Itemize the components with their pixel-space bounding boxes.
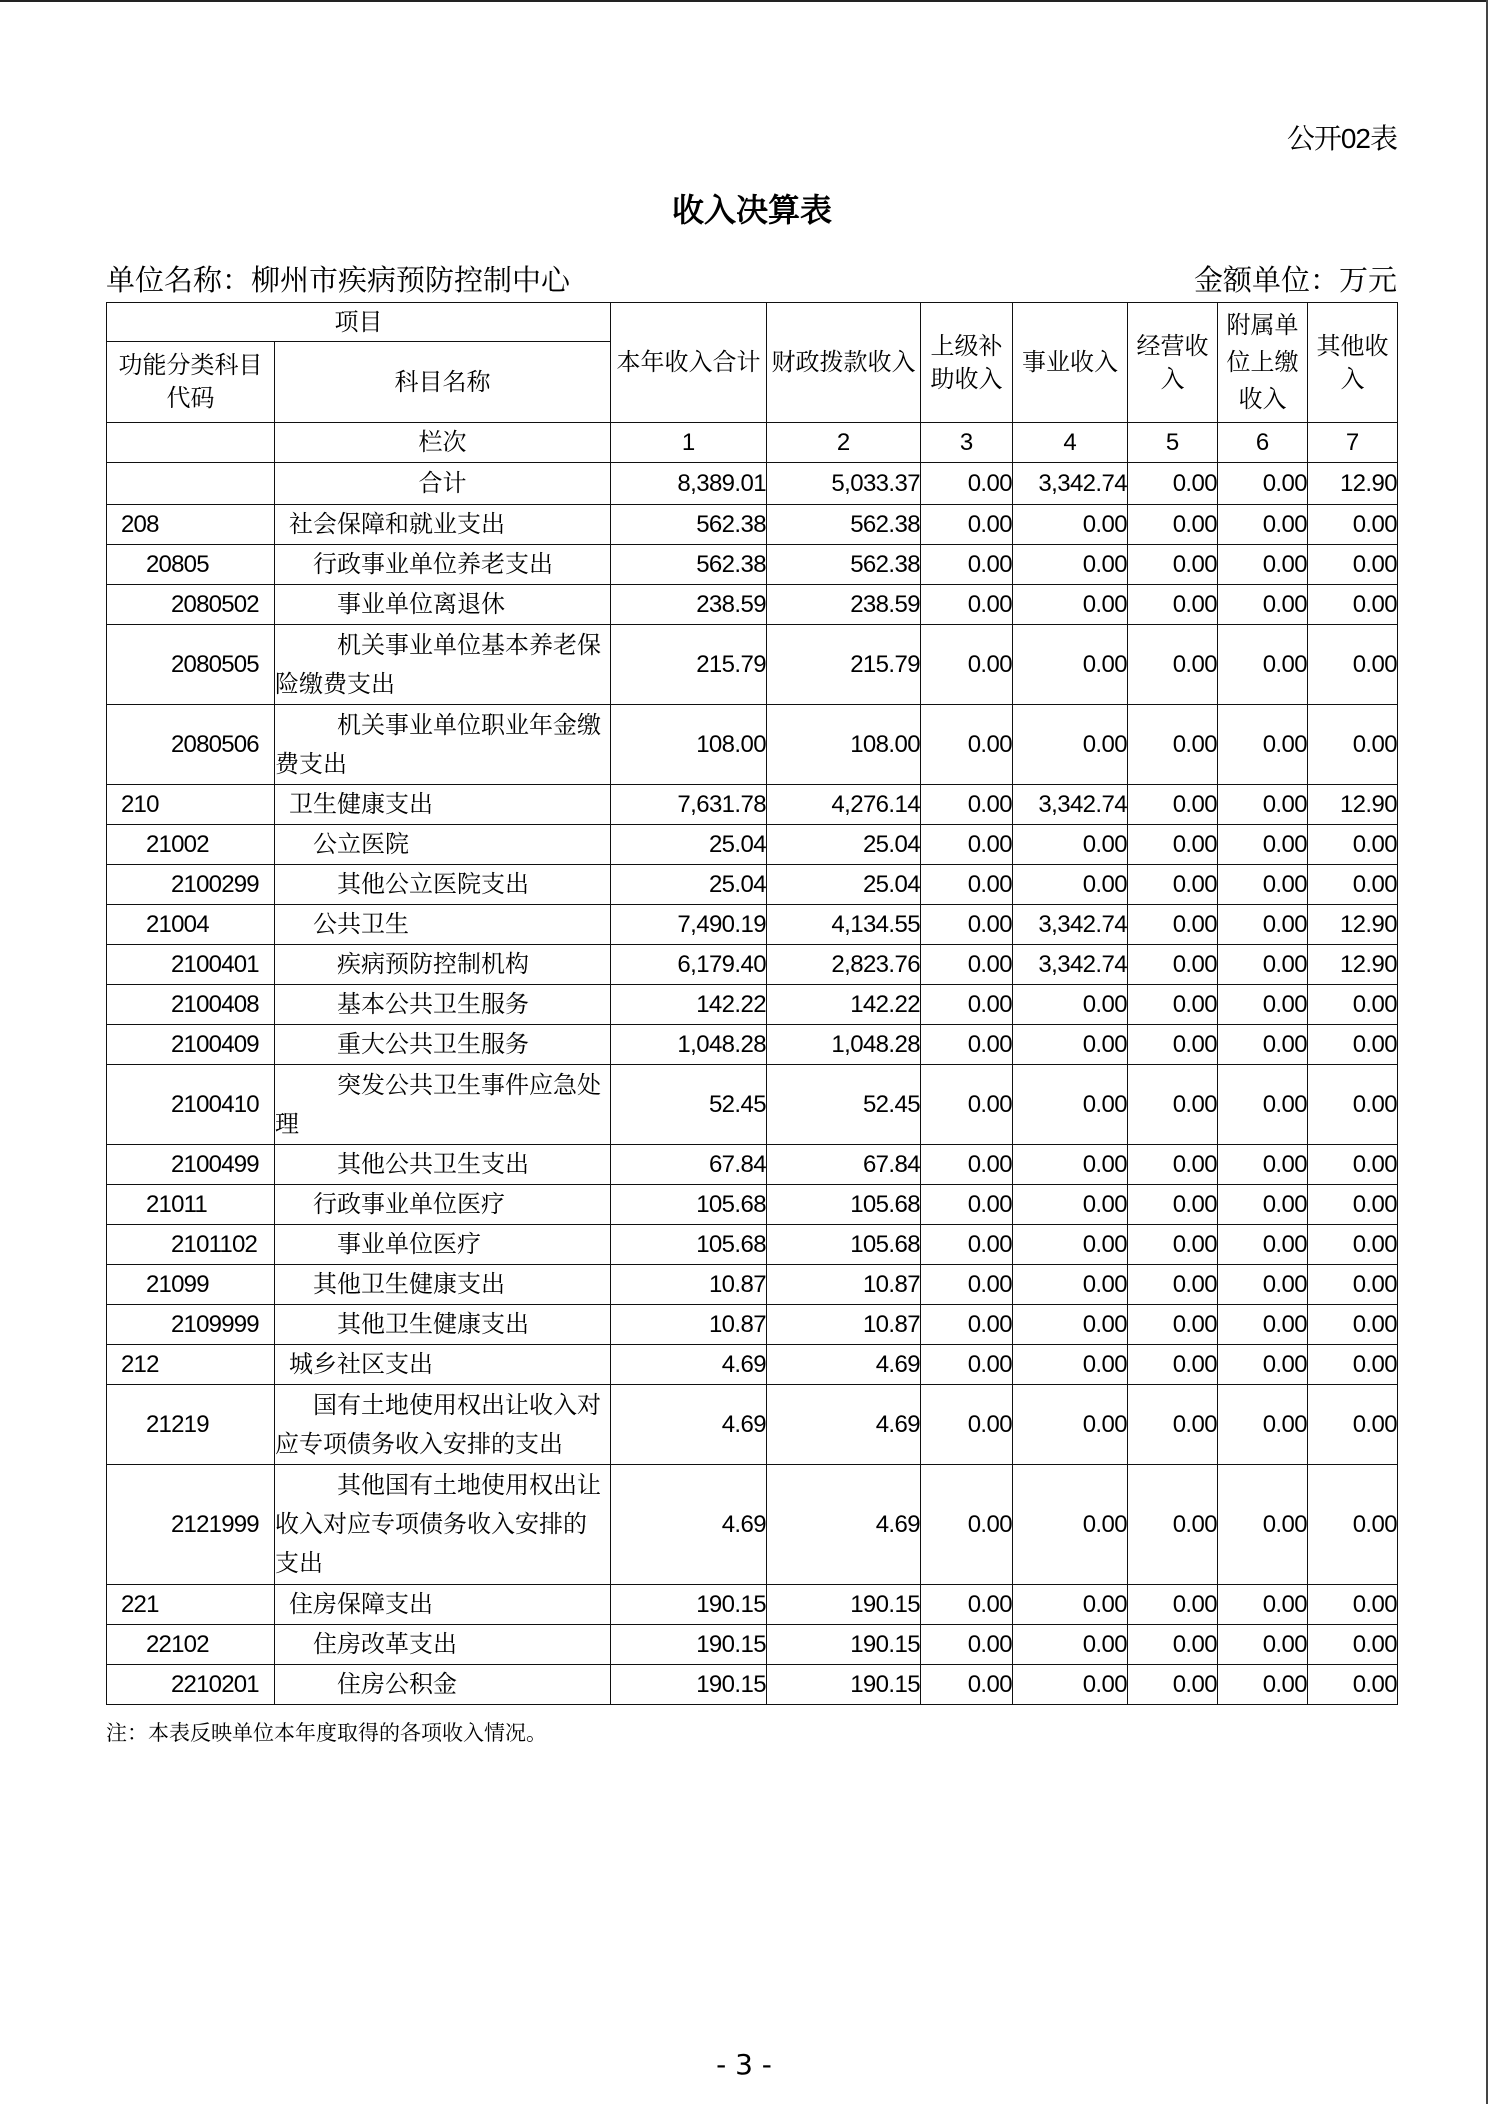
- row-value-col-7: 0.00: [1308, 1305, 1398, 1345]
- row-value-col-6: 0.00: [1218, 1145, 1308, 1185]
- table-row: [107, 865, 1398, 905]
- row-value-col-2: 108.00: [767, 705, 921, 785]
- row-value-col-1: 7,631.78: [611, 785, 767, 825]
- row-value-col-3: 0.00: [921, 1145, 1013, 1185]
- index-3: 3: [921, 423, 1013, 463]
- header-col-7: 其他收入: [1308, 303, 1398, 423]
- table-row: [107, 705, 1398, 785]
- row-value-col-7: 12.90: [1308, 785, 1398, 825]
- header-col-2: 财政拨款收入: [767, 303, 921, 423]
- row-value-col-3: 0.00: [921, 505, 1013, 545]
- row-value-col-2: 4.69: [767, 1345, 921, 1385]
- table-row: [107, 545, 1398, 585]
- row-name: 其他公共卫生支出: [275, 1145, 611, 1185]
- row-value-col-4: 0.00: [1013, 1665, 1128, 1705]
- row-value-col-1: 7,490.19: [611, 905, 767, 945]
- row-value-col-4: 3,342.74: [1013, 945, 1128, 985]
- row-value-col-1: 215.79: [611, 625, 767, 705]
- row-code: 21002: [107, 825, 275, 865]
- row-code: 212: [107, 1345, 275, 1385]
- table-row: [107, 1665, 1398, 1705]
- table-row: [107, 625, 1398, 705]
- row-value-col-2: 190.15: [767, 1585, 921, 1625]
- row-value-col-5: 0.00: [1128, 1145, 1218, 1185]
- row-value-col-5: 0.00: [1128, 1385, 1218, 1465]
- row-code: 2101102: [107, 1225, 275, 1265]
- row-value-col-2: 190.15: [767, 1665, 921, 1705]
- row-value-col-5: 0.00: [1128, 1025, 1218, 1065]
- table-row: [107, 1185, 1398, 1225]
- unit-name: 单位名称：柳州市疾病预防控制中心: [106, 265, 571, 297]
- row-value-col-1: 562.38: [611, 505, 767, 545]
- row-value-col-3: 0.00: [921, 865, 1013, 905]
- row-value-col-4: 0.00: [1013, 1265, 1128, 1305]
- row-value-col-3: 0.00: [921, 1625, 1013, 1665]
- row-value-col-6: 0.00: [1218, 865, 1308, 905]
- row-value-col-5: 0.00: [1128, 1225, 1218, 1265]
- row-value-col-2: 238.59: [767, 585, 921, 625]
- row-value-col-4: 0.00: [1013, 705, 1128, 785]
- row-value-col-2: 2,823.76: [767, 945, 921, 985]
- row-name: 行政事业单位养老支出: [275, 545, 611, 585]
- row-name: 事业单位医疗: [275, 1225, 611, 1265]
- row-value-col-4: 0.00: [1013, 1465, 1128, 1585]
- row-code: 21099: [107, 1265, 275, 1305]
- row-value-col-3: 0.00: [921, 625, 1013, 705]
- table-row: [107, 1625, 1398, 1665]
- row-value-col-1: 190.15: [611, 1625, 767, 1665]
- row-value-col-5: 0.00: [1128, 825, 1218, 865]
- row-value-col-4: 0.00: [1013, 1385, 1128, 1465]
- row-value-col-4: 0.00: [1013, 545, 1128, 585]
- row-value-col-7: 0.00: [1308, 1185, 1398, 1225]
- index-1: 1: [611, 423, 767, 463]
- table-row: [107, 1465, 1398, 1585]
- row-value-col-2: 4,276.14: [767, 785, 921, 825]
- row-value-col-3: 0.00: [921, 1065, 1013, 1145]
- row-value-col-1: 25.04: [611, 865, 767, 905]
- row-value-col-4: 0.00: [1013, 1305, 1128, 1345]
- row-value-col-7: 0.00: [1308, 1465, 1398, 1585]
- row-name: 其他公立医院支出: [275, 865, 611, 905]
- header-col-4: 事业收入: [1013, 303, 1128, 423]
- row-name: 住房改革支出: [275, 1625, 611, 1665]
- row-value-col-6: 0.00: [1218, 1585, 1308, 1625]
- row-value-col-3: 0.00: [921, 785, 1013, 825]
- row-name: 卫生健康支出: [275, 785, 611, 825]
- row-value-col-5: 0.00: [1128, 1305, 1218, 1345]
- total-value-1: 8,389.01: [611, 463, 767, 505]
- index-code-cell: [107, 423, 275, 463]
- table-row: [107, 785, 1398, 825]
- row-name: 其他卫生健康支出: [275, 1265, 611, 1305]
- row-value-col-7: 0.00: [1308, 585, 1398, 625]
- total-value-4: 3,342.74: [1013, 463, 1128, 505]
- row-value-col-7: 12.90: [1308, 905, 1398, 945]
- index-6: 6: [1218, 423, 1308, 463]
- row-value-col-4: 0.00: [1013, 505, 1128, 545]
- index-5: 5: [1128, 423, 1218, 463]
- header-col-1: 本年收入合计: [611, 303, 767, 423]
- row-value-col-1: 4.69: [611, 1385, 767, 1465]
- row-value-col-6: 0.00: [1218, 1065, 1308, 1145]
- row-value-col-4: 0.00: [1013, 825, 1128, 865]
- table-row: [107, 1225, 1398, 1265]
- row-value-col-1: 6,179.40: [611, 945, 767, 985]
- row-value-col-3: 0.00: [921, 1185, 1013, 1225]
- row-value-col-6: 0.00: [1218, 1345, 1308, 1385]
- page-top-edge: [0, 0, 1488, 2]
- row-value-col-1: 4.69: [611, 1345, 767, 1385]
- table-row: [107, 1585, 1398, 1625]
- row-name: 公立医院: [275, 825, 611, 865]
- row-value-col-5: 0.00: [1128, 545, 1218, 585]
- row-value-col-7: 0.00: [1308, 1625, 1398, 1665]
- row-value-col-4: 0.00: [1013, 1025, 1128, 1065]
- row-value-col-7: 0.00: [1308, 1345, 1398, 1385]
- row-code: 2100299: [107, 865, 275, 905]
- row-value-col-3: 0.00: [921, 545, 1013, 585]
- row-name: 城乡社区支出: [275, 1345, 611, 1385]
- row-value-col-6: 0.00: [1218, 1625, 1308, 1665]
- row-value-col-2: 562.38: [767, 545, 921, 585]
- row-value-col-4: 0.00: [1013, 1345, 1128, 1385]
- row-value-col-3: 0.00: [921, 945, 1013, 985]
- row-code: 2080506: [107, 705, 275, 785]
- index-label: 栏次: [275, 423, 611, 463]
- row-value-col-3: 0.00: [921, 1665, 1013, 1705]
- row-value-col-2: 105.68: [767, 1185, 921, 1225]
- row-value-col-6: 0.00: [1218, 545, 1308, 585]
- row-value-col-7: 0.00: [1308, 705, 1398, 785]
- row-value-col-3: 0.00: [921, 1265, 1013, 1305]
- table-row: [107, 505, 1398, 545]
- row-value-col-2: 25.04: [767, 825, 921, 865]
- row-value-col-2: 52.45: [767, 1065, 921, 1145]
- table-row: [107, 1065, 1398, 1145]
- row-value-col-1: 105.68: [611, 1225, 767, 1265]
- total-value-5: 0.00: [1128, 463, 1218, 505]
- index-2: 2: [767, 423, 921, 463]
- row-code: 2121999: [107, 1465, 275, 1585]
- row-value-col-1: 4.69: [611, 1465, 767, 1585]
- row-value-col-6: 0.00: [1218, 1305, 1308, 1345]
- table-body: [107, 423, 1398, 1705]
- row-value-col-1: 67.84: [611, 1145, 767, 1185]
- header-col-5: 经营收入: [1128, 303, 1218, 423]
- row-value-col-5: 0.00: [1128, 1185, 1218, 1225]
- row-value-col-3: 0.00: [921, 825, 1013, 865]
- row-name: 其他卫生健康支出: [275, 1305, 611, 1345]
- row-value-col-6: 0.00: [1218, 585, 1308, 625]
- row-value-col-5: 0.00: [1128, 705, 1218, 785]
- row-value-col-1: 10.87: [611, 1305, 767, 1345]
- row-value-col-6: 0.00: [1218, 825, 1308, 865]
- row-value-col-6: 0.00: [1218, 1265, 1308, 1305]
- row-code: 2080502: [107, 585, 275, 625]
- row-name: 事业单位离退休: [275, 585, 611, 625]
- row-name: 疾病预防控制机构: [275, 945, 611, 985]
- index-4: 4: [1013, 423, 1128, 463]
- row-value-col-7: 0.00: [1308, 1585, 1398, 1625]
- row-value-col-4: 0.00: [1013, 585, 1128, 625]
- row-value-col-1: 108.00: [611, 705, 767, 785]
- row-value-col-6: 0.00: [1218, 905, 1308, 945]
- row-value-col-5: 0.00: [1128, 1625, 1218, 1665]
- row-value-col-3: 0.00: [921, 1385, 1013, 1465]
- row-value-col-2: 105.68: [767, 1225, 921, 1265]
- table-row: [107, 1385, 1398, 1465]
- row-code: 2100410: [107, 1065, 275, 1145]
- row-value-col-1: 10.87: [611, 1265, 767, 1305]
- row-value-col-2: 562.38: [767, 505, 921, 545]
- row-name: 公共卫生: [275, 905, 611, 945]
- row-value-col-4: 0.00: [1013, 1585, 1128, 1625]
- row-value-col-7: 0.00: [1308, 985, 1398, 1025]
- row-value-col-6: 0.00: [1218, 1385, 1308, 1465]
- row-value-col-5: 0.00: [1128, 1465, 1218, 1585]
- header-code: 功能分类科目代码: [107, 342, 275, 423]
- header-col-3: 上级补助收入: [921, 303, 1013, 423]
- row-value-col-7: 0.00: [1308, 505, 1398, 545]
- row-code: 21011: [107, 1185, 275, 1225]
- row-value-col-3: 0.00: [921, 1585, 1013, 1625]
- row-value-col-6: 0.00: [1218, 1025, 1308, 1065]
- row-code: 20805: [107, 545, 275, 585]
- row-name: 社会保障和就业支出: [275, 505, 611, 545]
- row-value-col-4: 3,342.74: [1013, 785, 1128, 825]
- row-code: 2109999: [107, 1305, 275, 1345]
- row-value-col-4: 0.00: [1013, 625, 1128, 705]
- table-row: [107, 945, 1398, 985]
- row-code: 2100401: [107, 945, 275, 985]
- row-value-col-5: 0.00: [1128, 985, 1218, 1025]
- row-value-col-1: 105.68: [611, 1185, 767, 1225]
- page-number: - 3 -: [716, 2048, 772, 2081]
- row-value-col-4: 0.00: [1013, 985, 1128, 1025]
- row-value-col-4: 0.00: [1013, 1225, 1128, 1265]
- table-row: [107, 905, 1398, 945]
- row-value-col-6: 0.00: [1218, 1665, 1308, 1705]
- row-value-col-3: 0.00: [921, 585, 1013, 625]
- row-code: 2080505: [107, 625, 275, 705]
- total-label: 合计: [275, 463, 611, 505]
- total-value-7: 12.90: [1308, 463, 1398, 505]
- row-value-col-2: 4,134.55: [767, 905, 921, 945]
- row-value-col-4: 0.00: [1013, 1185, 1128, 1225]
- row-value-col-5: 0.00: [1128, 625, 1218, 705]
- row-name: 机关事业单位基本养老保险缴费支出: [275, 625, 611, 705]
- header-row-group: [107, 303, 1398, 342]
- row-value-col-6: 0.00: [1218, 1465, 1308, 1585]
- row-value-col-1: 238.59: [611, 585, 767, 625]
- row-value-col-2: 67.84: [767, 1145, 921, 1185]
- row-value-col-1: 562.38: [611, 545, 767, 585]
- row-value-col-3: 0.00: [921, 905, 1013, 945]
- row-value-col-2: 1,048.28: [767, 1025, 921, 1065]
- table-note: 注：本表反映单位本年度取得的各项收入情况。: [106, 1722, 547, 1745]
- table-row: [107, 585, 1398, 625]
- table-row: [107, 1345, 1398, 1385]
- row-value-col-7: 0.00: [1308, 1025, 1398, 1065]
- form-number: 公开02表: [1286, 123, 1397, 154]
- table-row: [107, 985, 1398, 1025]
- table-row: [107, 825, 1398, 865]
- row-value-col-4: 0.00: [1013, 1625, 1128, 1665]
- row-value-col-3: 0.00: [921, 1465, 1013, 1585]
- row-code: 22102: [107, 1625, 275, 1665]
- row-value-col-7: 0.00: [1308, 865, 1398, 905]
- row-value-col-3: 0.00: [921, 1305, 1013, 1345]
- header-col-6: 附属单位上缴收入: [1218, 303, 1308, 423]
- header-group-item: 项目: [107, 303, 611, 342]
- row-value-col-5: 0.00: [1128, 1065, 1218, 1145]
- row-value-col-1: 142.22: [611, 985, 767, 1025]
- row-code: 210: [107, 785, 275, 825]
- row-value-col-7: 12.90: [1308, 945, 1398, 985]
- row-value-col-7: 0.00: [1308, 1665, 1398, 1705]
- row-name: 基本公共卫生服务: [275, 985, 611, 1025]
- row-value-col-5: 0.00: [1128, 785, 1218, 825]
- row-value-col-6: 0.00: [1218, 625, 1308, 705]
- index-7: 7: [1308, 423, 1398, 463]
- row-code: 2100408: [107, 985, 275, 1025]
- row-value-col-1: 190.15: [611, 1585, 767, 1625]
- income-final-accounts-table: [106, 302, 1398, 1705]
- row-value-col-2: 4.69: [767, 1385, 921, 1465]
- row-value-col-6: 0.00: [1218, 705, 1308, 785]
- row-value-col-5: 0.00: [1128, 585, 1218, 625]
- row-code: 21004: [107, 905, 275, 945]
- row-value-col-4: 3,342.74: [1013, 905, 1128, 945]
- row-name: 机关事业单位职业年金缴费支出: [275, 705, 611, 785]
- row-value-col-3: 0.00: [921, 1025, 1013, 1065]
- row-value-col-5: 0.00: [1128, 505, 1218, 545]
- row-value-col-4: 0.00: [1013, 1145, 1128, 1185]
- row-value-col-1: 25.04: [611, 825, 767, 865]
- row-value-col-5: 0.00: [1128, 1345, 1218, 1385]
- row-value-col-7: 0.00: [1308, 1065, 1398, 1145]
- row-code: 21219: [107, 1385, 275, 1465]
- total-code-cell: [107, 463, 275, 505]
- row-value-col-1: 1,048.28: [611, 1025, 767, 1065]
- row-value-col-7: 0.00: [1308, 625, 1398, 705]
- row-value-col-5: 0.00: [1128, 905, 1218, 945]
- row-value-col-2: 215.79: [767, 625, 921, 705]
- row-name: 重大公共卫生服务: [275, 1025, 611, 1065]
- row-value-col-2: 4.69: [767, 1465, 921, 1585]
- total-value-2: 5,033.37: [767, 463, 921, 505]
- row-value-col-3: 0.00: [921, 985, 1013, 1025]
- row-value-col-6: 0.00: [1218, 1185, 1308, 1225]
- row-name: 其他国有土地使用权出让收入对应专项债务收入安排的支出: [275, 1465, 611, 1585]
- table-row: [107, 1305, 1398, 1345]
- row-name: 行政事业单位医疗: [275, 1185, 611, 1225]
- row-value-col-3: 0.00: [921, 1225, 1013, 1265]
- row-value-col-2: 25.04: [767, 865, 921, 905]
- row-value-col-7: 0.00: [1308, 825, 1398, 865]
- row-code: 2210201: [107, 1665, 275, 1705]
- total-row: [107, 463, 1398, 505]
- row-code: 2100409: [107, 1025, 275, 1065]
- row-value-col-3: 0.00: [921, 1345, 1013, 1385]
- row-code: 208: [107, 505, 275, 545]
- row-value-col-2: 142.22: [767, 985, 921, 1025]
- row-name: 突发公共卫生事件应急处理: [275, 1065, 611, 1145]
- row-value-col-5: 0.00: [1128, 1265, 1218, 1305]
- total-value-6: 0.00: [1218, 463, 1308, 505]
- row-value-col-1: 190.15: [611, 1665, 767, 1705]
- table-row: [107, 1145, 1398, 1185]
- amount-unit: 金额单位：万元: [1193, 265, 1397, 297]
- row-value-col-2: 10.87: [767, 1305, 921, 1345]
- row-code: 221: [107, 1585, 275, 1625]
- row-value-col-5: 0.00: [1128, 1585, 1218, 1625]
- row-value-col-6: 0.00: [1218, 985, 1308, 1025]
- row-value-col-6: 0.00: [1218, 505, 1308, 545]
- row-value-col-4: 0.00: [1013, 1065, 1128, 1145]
- row-name: 住房公积金: [275, 1665, 611, 1705]
- table-row: [107, 1265, 1398, 1305]
- row-value-col-3: 0.00: [921, 705, 1013, 785]
- column-index-row: [107, 423, 1398, 463]
- row-value-col-5: 0.00: [1128, 945, 1218, 985]
- row-value-col-5: 0.00: [1128, 1665, 1218, 1705]
- row-value-col-2: 10.87: [767, 1265, 921, 1305]
- row-value-col-7: 0.00: [1308, 1145, 1398, 1185]
- total-value-3: 0.00: [921, 463, 1013, 505]
- header-name: 科目名称: [275, 342, 611, 423]
- row-value-col-6: 0.00: [1218, 785, 1308, 825]
- row-value-col-6: 0.00: [1218, 945, 1308, 985]
- row-value-col-7: 0.00: [1308, 1225, 1398, 1265]
- row-value-col-4: 0.00: [1013, 865, 1128, 905]
- row-value-col-2: 190.15: [767, 1625, 921, 1665]
- row-value-col-1: 52.45: [611, 1065, 767, 1145]
- row-value-col-7: 0.00: [1308, 545, 1398, 585]
- table-row: [107, 1025, 1398, 1065]
- page-title: 收入决算表: [671, 192, 832, 228]
- row-value-col-7: 0.00: [1308, 1265, 1398, 1305]
- row-code: 2100499: [107, 1145, 275, 1185]
- row-name: 国有土地使用权出让收入对应专项债务收入安排的支出: [275, 1385, 611, 1465]
- row-value-col-7: 0.00: [1308, 1385, 1398, 1465]
- row-value-col-6: 0.00: [1218, 1225, 1308, 1265]
- row-value-col-5: 0.00: [1128, 865, 1218, 905]
- row-name: 住房保障支出: [275, 1585, 611, 1625]
